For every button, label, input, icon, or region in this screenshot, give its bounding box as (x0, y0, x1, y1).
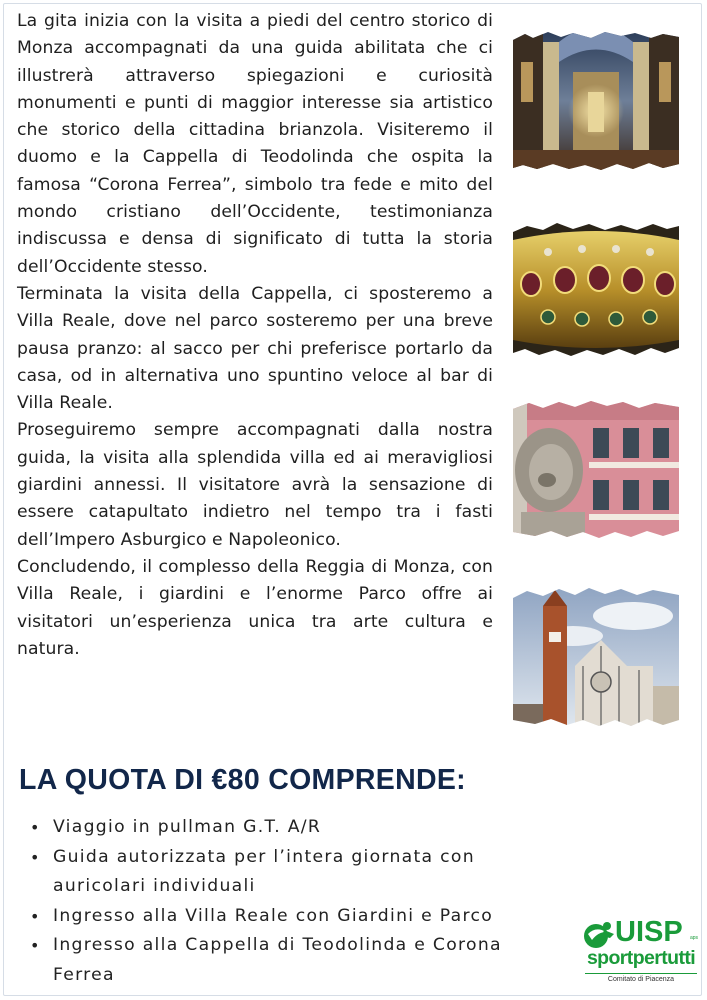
bullet-icon: • (30, 847, 41, 867)
corona-ferrea-photo (513, 222, 679, 356)
bullet-icon: • (30, 936, 41, 955)
uisp-logo (582, 918, 700, 990)
villa-reale-lion-photo (513, 400, 679, 538)
quota-title: LA QUOTA DI €80 COMPRENDE: (19, 764, 466, 796)
duomo-facade-photo (513, 586, 679, 726)
logo-comitato: Comitato di Piacenza (607, 976, 675, 983)
logo-tagline: sportpertutti (586, 947, 696, 969)
logo-brand: UISP (615, 916, 683, 948)
included-items-list (26, 813, 566, 990)
list-item (26, 813, 566, 843)
bullet-icon: • (30, 818, 41, 837)
list-item-text: Ingresso alla Villa Reale con Giardini e Parco (53, 905, 494, 926)
runner-globe-icon (582, 920, 616, 950)
paragraph-4: Concludendo, il complesso della Reggia di Monza, con Villa Reale, i giardini e l’enorme Parco offre ai visitatori un’esperienza unica tra arte cultura e natura. (17, 556, 493, 659)
description-text (17, 8, 493, 663)
paragraph-2: Terminata la visita della Cappella, ci sposteremo a Villa Reale, dove nel parco sosteremo per una breve pausa pranzo: al sacco per chi preferisce portarlo da casa, od in alternativa uno spuntino veloce al bar di Villa Reale. (17, 283, 493, 414)
list-item-text: Ingresso alla Cappella di Teodolinda e Corona Ferrea (53, 935, 502, 985)
duomo-interior-photo (513, 32, 679, 170)
list-item (26, 843, 566, 902)
list-item (26, 931, 566, 990)
paragraph-3: Proseguiremo sempre accompagnati dalla nostra guida, la visita alla splendida villa ed ai meravigliosi giardini annessi. Il visitatore avrà la sensazione di essere catapultato indietro nel tempo tra i fasti dell’Impero Asburgico e Napoleonico. (17, 420, 493, 550)
paragraph-1: La gita inizia con la visita a piedi del centro storico di Monza accompagnati da una guida abilitata che ci illustrerà attraverso spiegazioni e curiosità monumenti e punti di maggior interesse sia artistico che storico della cittadina brianzola. Visiteremo il duomo e la Cappella di Teodolinda che ospita la famosa “Corona Ferrea”, simbolo tra fede e mito del mondo cristiano dell’Occidente, testimonianza indiscussa e densa di significato di tutta la storia dell’Occidente stesso. (17, 11, 493, 277)
list-item-text: Guida autorizzata per l’intera giornata con auricolari individuali (53, 846, 475, 896)
bullet-icon: • (30, 906, 41, 926)
logo-aps: aps (690, 935, 699, 941)
list-item (26, 902, 566, 932)
logo-divider (585, 973, 697, 974)
list-item-text: Viaggio in pullman G.T. A/R (53, 817, 322, 837)
